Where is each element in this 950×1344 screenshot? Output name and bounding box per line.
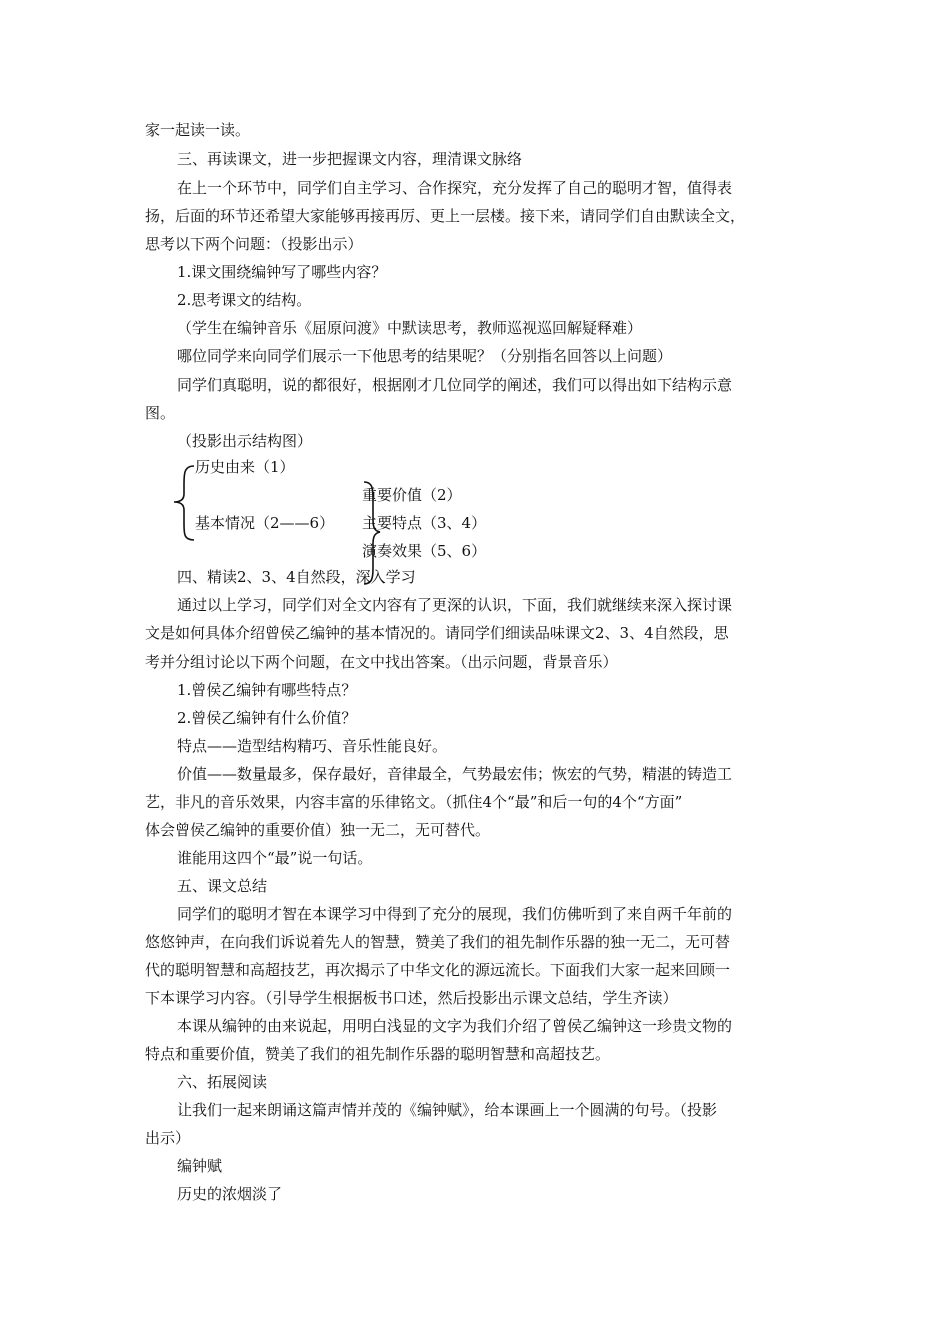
paragraph-line: 同学们真聪明，说的都很好，根据刚才几位同学的阐述，我们可以得出如下结构示意 xyxy=(177,376,733,394)
diagram-value: 重要价值（2） xyxy=(362,486,462,504)
question-item: 2.曾侯乙编钟有什么价值？ xyxy=(177,709,357,727)
diagram-basic: 基本情况（2——6） xyxy=(195,514,335,532)
paragraph-line: 文是如何具体介绍曾侯乙编钟的基本情况的。请同学们细读品味课文2、3、4自然段，思 xyxy=(145,624,729,642)
paragraph-line: 出示） xyxy=(145,1129,191,1147)
paragraph-line: 艺，非凡的音乐效果，内容丰富的乐律铭文。（抓住4个“最”和后一句的4个“方面” xyxy=(145,793,683,811)
paragraph-line: 思考以下两个问题：（投影出示） xyxy=(145,235,363,253)
section-heading: 五、课文总结 xyxy=(177,877,268,895)
paragraph-line: 特点——造型结构精巧、音乐性能良好。 xyxy=(177,737,448,755)
paragraph-line: 让我们一起来朗诵这篇声情并茂的《编钟赋》，给本课画上一个圆满的句号。（投影 xyxy=(177,1101,718,1119)
paragraph-line: 价值——数量最多，保存最好，音律最全，气势最宏伟；恢宏的气势，精湛的铸造工 xyxy=(177,765,733,783)
paragraph-line: 图。 xyxy=(145,404,176,422)
paragraph-line: 哪位同学来向同学们展示一下他思考的结果呢？（分别指名回答以上问题） xyxy=(177,347,673,365)
paragraph-line: 特点和重要价值，赞美了我们的祖先制作乐器的聪明智慧和高超技艺。 xyxy=(145,1045,611,1063)
paragraph-line: 下本课学习内容。（引导学生根据板书口述，然后投影出示课文总结，学生齐读） xyxy=(145,989,678,1007)
poem-title: 编钟赋 xyxy=(177,1157,223,1175)
question-item: 1.曾侯乙编钟有哪些特点？ xyxy=(177,681,357,699)
section-heading: 六、拓展阅读 xyxy=(177,1073,268,1091)
paragraph-line: 同学们的聪明才智在本课学习中得到了充分的展现，我们仿佛听到了来自两千年前的 xyxy=(177,905,733,923)
paragraph-line: 在上一个环节中，同学们自主学习、合作探究，充分发挥了自己的聪明才智，值得表 xyxy=(177,179,733,197)
diagram-features: 主要特点（3、4） xyxy=(362,514,487,532)
paragraph-line: 体会曾侯乙编钟的重要价值）独一无二，无可替代。 xyxy=(145,821,491,839)
diagram-history: 历史由来（1） xyxy=(195,458,295,476)
paragraph-line: （学生在编钟音乐《屈原问渡》中默读思考，教师巡视巡回解疑释难） xyxy=(177,319,643,337)
question-item: 2.思考课文的结构。 xyxy=(177,291,312,309)
diagram-effect: 演奏效果（5、6） xyxy=(362,542,487,560)
section-heading: 三、再读课文，进一步把握课文内容，理清课文脉络 xyxy=(177,150,523,168)
poem-line: 历史的浓烟淡了 xyxy=(177,1185,283,1203)
paragraph-line: 谁能用这四个“最”说一句话。 xyxy=(177,849,373,867)
paragraph-line: 通过以上学习，同学们对全文内容有了更深的认识，下面，我们就继续来深入探讨课 xyxy=(177,596,733,614)
paragraph-line: 代的聪明智慧和高超技艺，再次揭示了中华文化的源远流长。下面我们大家一起来回顾一 xyxy=(145,961,731,979)
paragraph-line: 悠悠钟声，在向我们诉说着先人的智慧，赞美了我们的祖先制作乐器的独一无二，无可替 xyxy=(145,933,731,951)
paragraph-line: （投影出示结构图） xyxy=(177,432,313,450)
paragraph-line: 考并分组讨论以下两个问题，在文中找出答案。（出示问题，背景音乐） xyxy=(145,653,618,671)
question-item: 1.课文围绕编钟写了哪些内容？ xyxy=(177,263,387,281)
paragraph-line: 家一起读一读。 xyxy=(145,121,251,139)
paragraph-line: 扬，后面的环节还希望大家能够再接再厉、更上一层楼。接下来，请同学们自由默读全文， xyxy=(145,207,746,225)
section-heading: 四、精读2、3、4自然段，深入学习 xyxy=(177,568,416,586)
paragraph-line: 本课从编钟的由来说起，用明白浅显的文字为我们介绍了曾侯乙编钟这一珍贵文物的 xyxy=(177,1017,733,1035)
left-brace-icon xyxy=(168,460,198,544)
